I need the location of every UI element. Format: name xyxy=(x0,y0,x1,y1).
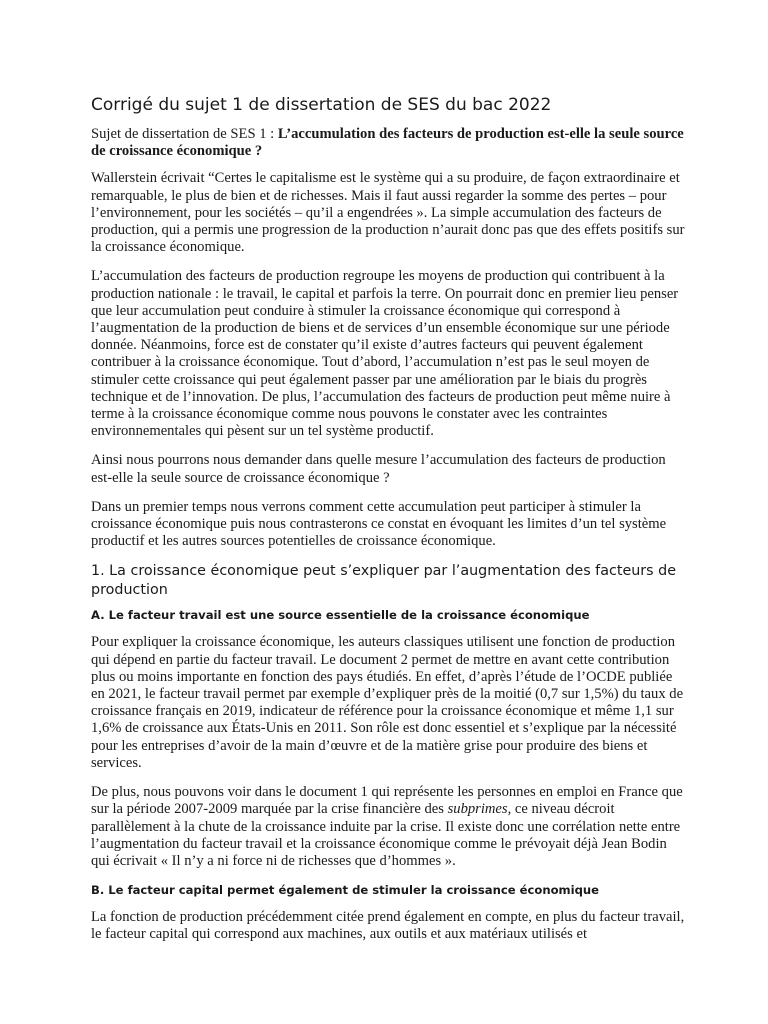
subject-prefix: Sujet de dissertation de SES 1 : xyxy=(91,126,278,142)
subject-line xyxy=(91,126,689,160)
document-title: Corrigé du sujet 1 de dissertation de SES du bac 2022 xyxy=(91,95,552,115)
intro-paragraph-2: L’accumulation des facteurs de production regroupe les moyens de production qui contribuent à la production nationale : le travail, le capital et parfois la terre. On pourrait donc en premier lieu penser que leur accumulation peut conduire à stimuler la croissance économique qui correspond à l’augmentation de la production de biens et de services d’un ensemble économique sur une période donnée. Néanmoins, force est de constater qu’il existe d’autres facteurs qui peuvent également contribuer à la croissance économique. Tout d’abord, l’accumulation n’est pas le seul moyen de stimuler cette croissance qui peut également passer par une amélioration par le biais du progrès technique et de l’innovation. De plus, l’accumulation des facteurs de production peut même nuire à terme à la croissance économique comme nous pouvons le constater avec les contraintes environnementales qui pèsent sur un tel système productif. xyxy=(91,268,679,440)
problem-statement: Ainsi nous pourrons nous demander dans quelle mesure l’accumulation des facteurs de production est-elle la seule source de croissance économique ? xyxy=(91,452,666,486)
section-1b-paragraph-1: La fonction de production précédemment citée prend également en compte, en plus du facteur travail, le facteur capital qui correspond aux machines, aux outils et aux matériaux utilisés et xyxy=(91,909,685,943)
plan-announcement: Dans un premier temps nous verrons comment cette accumulation peut participer à stimuler la croissance économique puis nous contrasterons ce constat en évoquant les limites d’un tel système productif et les autres sources potentielles de croissance économique. xyxy=(91,498,667,550)
intro-paragraph-1: Wallerstein écrivait “Certes le capitalisme est le système qui a su produire, de façon extraordinaire et remarquable, le plus de bien et de richesses. Mais il faut aussi regarder la somme des pertes – pour l’environnement, pour les sociétés – qu’il a engendrées ». La simple accumulation des facteurs de production, qui a permis une progression de la production n’aurait donc pas que des effets positifs sur la croissance économique. xyxy=(91,170,685,256)
subprimes-term: subprimes xyxy=(447,801,508,818)
section-1a-heading: A. Le facteur travail est une source essentielle de la croissance économique xyxy=(91,608,590,623)
section-1b-heading: B. Le facteur capital permet également de stimuler la croissance économique xyxy=(91,883,600,898)
document-page xyxy=(91,93,689,956)
paragraph-text-end: , ce niveau décroit parallèlement à la chute de la croissance induite par la crise. Il existe donc une corrélation nette entre l’augmentation du facteur travail et la croissance économique comme le prévoyait déjà Jean Bodin qui écrivait « Il n’y a ni force ni de richesses que d’hommes ». xyxy=(91,801,681,869)
subject-question: L’accumulation des facteurs de production est-elle la seule source de croissance économique ? xyxy=(91,126,684,160)
section-1-heading: 1. La croissance économique peut s’expliquer par l’augmentation des facteurs de production xyxy=(91,563,677,599)
section-1a-paragraph-1: Pour expliquer la croissance économique, les auteurs classiques utilisent une fonction de production qui dépend en partie du facteur travail. Le document 2 permet de mettre en avant cette contribution plus ou moins importante en fonction des pays étudiés. En effet, d’après l’étude de l’OCDE publiée en 2021, le facteur travail permet par exemple d’expliquer près de la moitié (0,7 sur 1,5%) du taux de croissance français en 2019, indicateur de référence pour la croissance économique et même 1,1 sur 1,6% de croissance aux États-Unis en 2011. Son rôle est donc essentiel et s’explique par la nécessité pour les entreprises d’avoir de la main d’œuvre et de la matière grise pour produire des biens et services. xyxy=(91,634,684,771)
paragraph-text-start: De plus, nous pouvons voir dans le document 1 qui représente les personnes en emploi en France que sur la période 2007-2009 marquée par la crise financière des xyxy=(91,784,683,818)
section-1a-paragraph-2 xyxy=(91,784,689,870)
